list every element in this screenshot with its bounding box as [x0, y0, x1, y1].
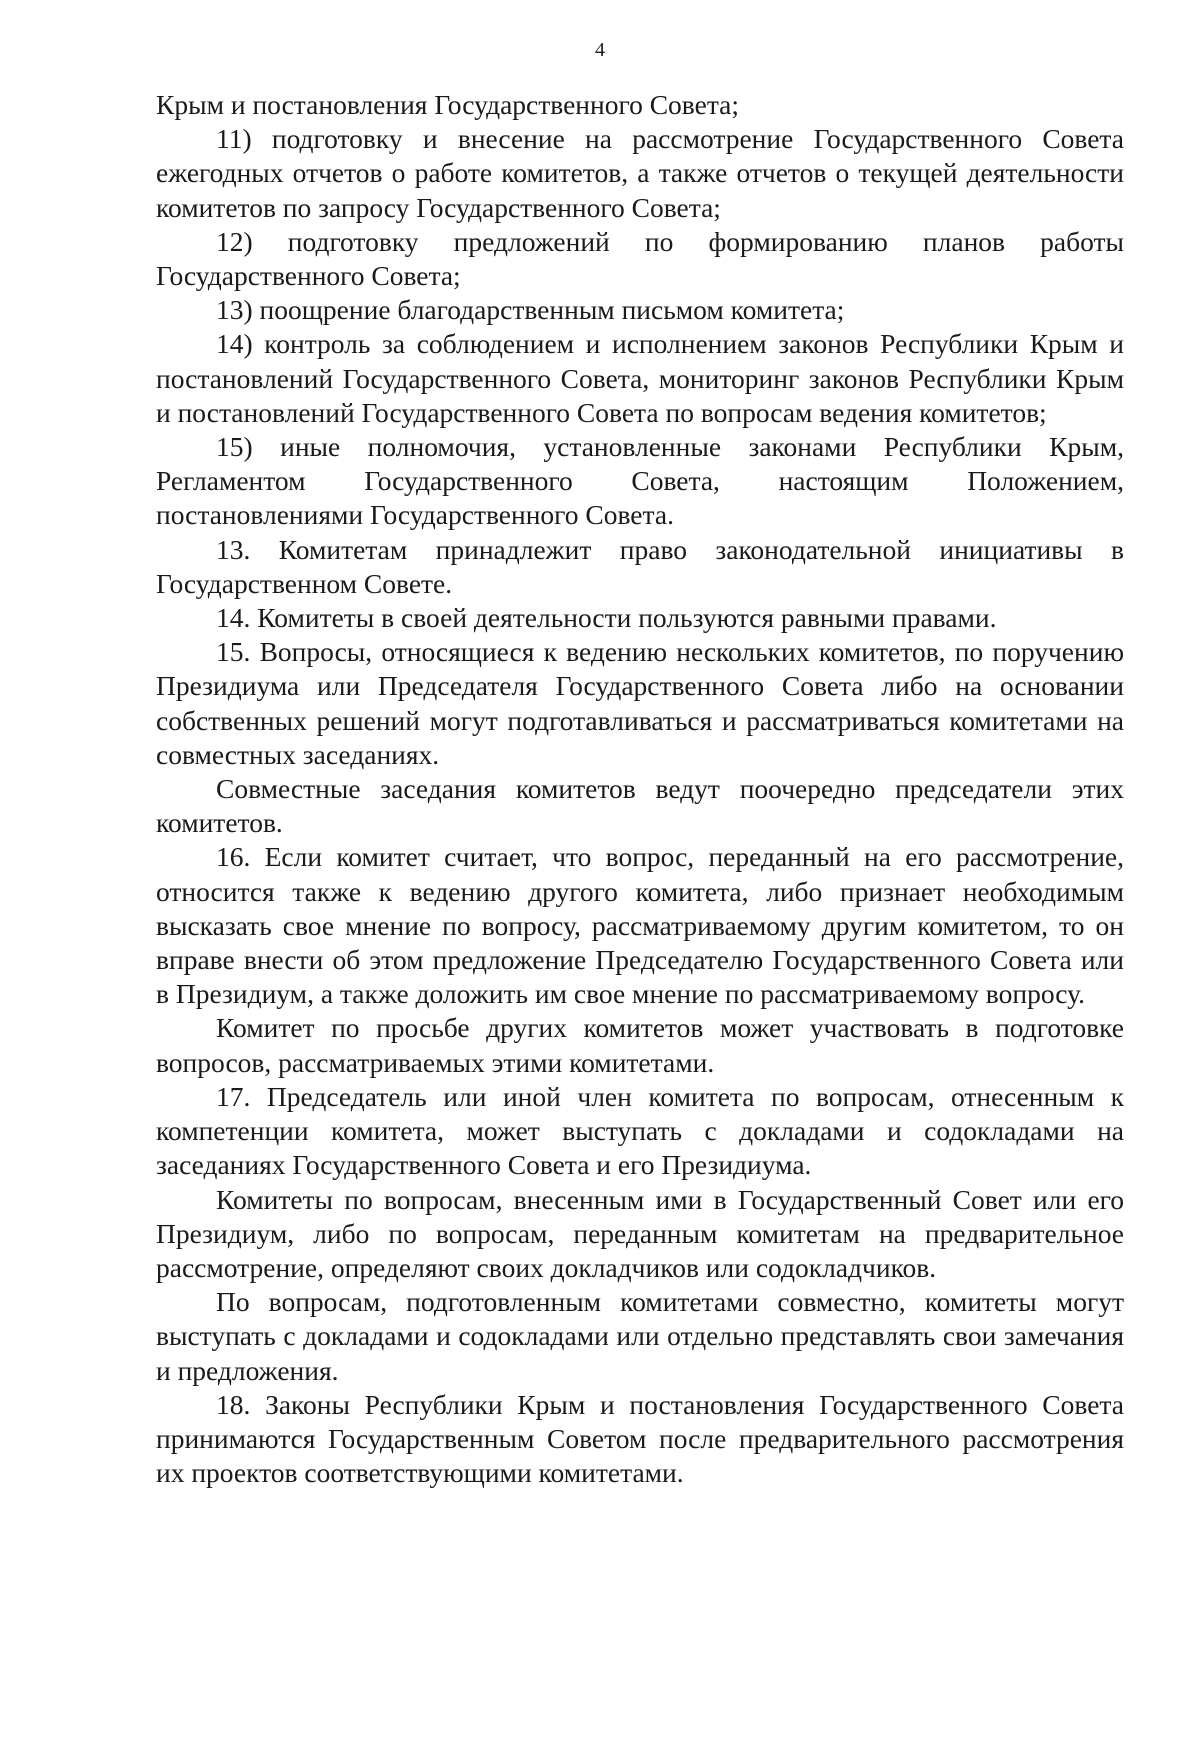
clause-15: 15. Вопросы, относящиеся к ведению нескольких комитетов, по поручению Президиума или Председателя Государственного Совета либо на основании собственных решений могут подготавливаться и рассматриваться комитетами на совместных заседаниях.	[156, 636, 1124, 770]
clause-18: 18. Законы Республики Крым и постановления Государственного Совета принимаются Государственным Советом после предварительного рассмотрения их проектов соответствующими комитетами.	[156, 1388, 1124, 1489]
list-item-14: 14) контроль за соблюдением и исполнением законов Республики Крым и постановлений Государственного Совета, мониторинг законов Республики Крым и постановлений Государственного Совета по вопросам ведения комитетов;	[156, 328, 1124, 428]
list-item-11: 11) подготовку и внесение на рассмотрение Государственного Совета ежегодных отчетов о работе комитетов, а также отчетов о текущей деятельности комитетов по запросу Государственного Совета;	[156, 123, 1124, 223]
clause-16-paragraph-2: Комитет по просьбе других комитетов может участвовать в подготовке вопросов, рассматриваемых этими комитетами.	[156, 1012, 1124, 1078]
clause-13: 13. Комитетам принадлежит право законодательной инициативы в Государственном Совете.	[156, 533, 1124, 599]
clause-17-paragraph-3: По вопросам, подготовленным комитетами совместно, комитеты могут выступать с докладами и содокладами или отдельно представлять свои замечания и предложения.	[156, 1286, 1124, 1386]
clause-17-paragraph-2: Комитеты по вопросам, внесенным ими в Государственный Совет или его Президиум, либо по вопросам, переданным комитетам на предварительное рассмотрение, определяют своих докладчиков или содокладчиков.	[156, 1183, 1124, 1283]
page-number: 4	[595, 39, 605, 61]
clause-15-paragraph-2: Совместные заседания комитетов ведут поочередно председатели этих комитетов.	[156, 773, 1124, 839]
clause-16: 16. Если комитет считает, что вопрос, переданный на его рассмотрение, относится также к ведению другого комитета, либо признает необходимым высказать свое мнение по вопросу, рассматриваемому другим комитетом, то он вправе внести об этом предложение Председателю Государственного Совета или в Президиум, а также доложить им свое мнение по рассматриваемому вопросу.	[156, 841, 1124, 1010]
document-body	[156, 88, 1124, 1490]
clause-14: 14. Комитеты в своей деятельности пользуются равными правами.	[216, 602, 997, 634]
list-item-13: 13) поощрение благодарственным письмом комитета;	[216, 294, 845, 326]
list-item-12: 12) подготовку предложений по формированию планов работы Государственного Совета;	[156, 225, 1124, 292]
list-item-15: 15) иные полномочия, установленные законами Республики Крым, Регламентом Государственного Совета, настоящим Положением, постановлениями Государственного Совета.	[156, 431, 1124, 531]
clause-17: 17. Председатель или иной член комитета по вопросам, отнесенным к компетенции комитета, может выступать с докладами и содокладами на заседаниях Государственного Совета и его Президиума.	[156, 1080, 1124, 1181]
paragraph-continuation: Крым и постановления Государственного Совета;	[156, 89, 740, 120]
